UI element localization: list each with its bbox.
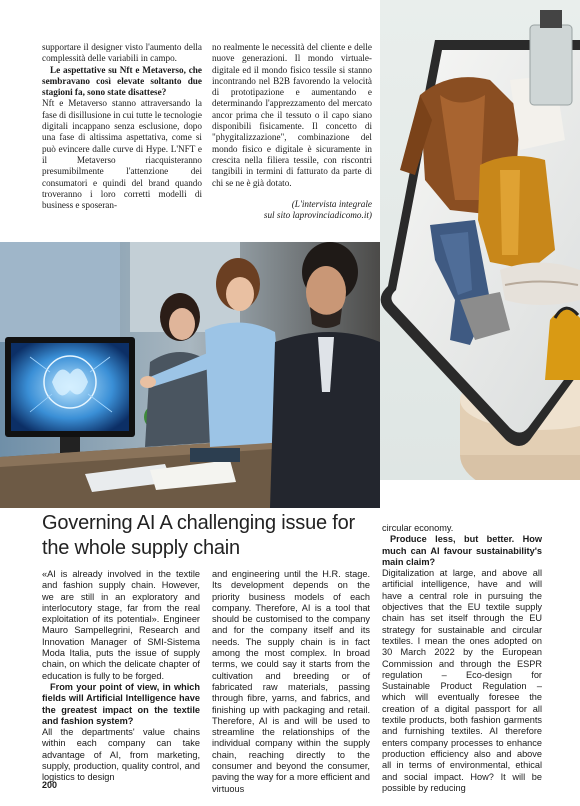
article-column-2 (212, 569, 370, 795)
signature-note (212, 199, 372, 221)
article-column-1 (42, 569, 200, 784)
page-number: 200 (42, 780, 58, 790)
interview-column-top-left (42, 42, 202, 211)
team-with-ai-monitor-illustration (0, 242, 380, 508)
paragraph: «AI is already involved in the textile and fashion supply chain. However, we are still in an exploratory and interlocutory stage, far from the real exploitation of its potential». Engineer Mauro Sampellegrini, Research and Innovation Manager of SMI-Sistema Moda Italia, puts the issue of supply chain, on which the delicate chapter of education is fully to be forged. (42, 569, 200, 681)
signature-line: sul sito laprovinciadicomo.it) (263, 209, 372, 220)
team-working-on-ai-photo (0, 242, 380, 508)
paragraph: Digitalization at large, and above all artificial intelligence, have and will have a central role in pursuing the objectives that the EU textile supply chain has set itself through the EU strategy for sustainable and circular textiles. I mean the ones adopted on 30 March 2022 by the European Commission and through the ESPR regulation – Eco-design for Sustainable Product Regulation – which will eventually foresee the creation of a digital passport for all textile products, both fashion garments and furnishing textiles. AI therefore enters company processes to enhance production efficiency also and above all in terms of environmental, ethical and social impact. How? It will be possible by reducing (382, 568, 542, 793)
interview-question: Produce less, but better. How much can AI favour sustainability's main claim? (382, 534, 542, 567)
paragraph: no realmente le necessità del cliente e delle nuove generazioni. Il mondo virtuale-digitale ed il mondo fisico tessile si stanno incontrando nel B2B favorendo la velocità di prototipazione e aumentando e determinando l'apprezzamento del mercato ancor prima che il tessuto o il capo siano disponibili fisicamente. Il concetto di "phygitalizzazione", combinazione del mondo fisico e digitale è sicuramente in crescita nella filiera tessile, con riscontri tangibili in termini di fatturato da parte di chi se ne è già dotato. (212, 42, 372, 188)
interview-column-top-right (212, 42, 372, 221)
article-headline: Governing AI A challenging issue for the whole supply chain (42, 512, 356, 559)
paragraph: and engineering until the H.R. stage. Its development depends on the priority business models of each company. Therefore, AI is a tool that should be customised to the company and for the company itself and its needs. The supply chain is in fact among the most complex. In broad terms, we could say it starts from the cultivation and breeding or of fabricated raw materials, passing through fibre, yarns, and fabrics, and finishing up with packaging and retail. Therefore, AI is and will be used to streamline the relationships of the individual company within the supply chain, reaching directly to the consumer and beyond the consumer, paving the way for a more efficient and virtuous (212, 569, 370, 794)
smartphone-fashion-photo (380, 0, 580, 480)
interview-question: Le aspettative su Nft e Metaverso, che sembravano così elevate soltanto due stagioni fa, sono state disattese? (42, 64, 202, 98)
paragraph: circular economy. (382, 523, 454, 533)
article-column-3 (382, 523, 542, 794)
signature-line: (L'intervista integrale (291, 198, 372, 209)
interview-question: From your point of view, in which fields will Artificial Intelligence have the greatest impact on the textile and fashion system? (42, 681, 200, 726)
paragraph: Nft e Metaverso stanno attraversando la fase di disillusione in cui tutte le tecnologie digitali incappano senza esclusione, dopo una fase di altissima aspettativa, come si può evincere dalle curve di Hype. L'NFT e il Metaverso riacquisteranno presumibilmente l'attenzione dei consumatori e quindi del brand quando troveranno i loro corretti modelli di business e sposeran- (42, 98, 202, 211)
smartphone-fashion-illustration (380, 0, 580, 480)
paragraph: supportare il designer visto l'aumento della complessità delle variabili in campo. (42, 42, 202, 64)
paragraph: All the departments' value chains within each company can take advantage of AI, from marketing, supply, production, quality control, and logistics to design (42, 727, 200, 783)
